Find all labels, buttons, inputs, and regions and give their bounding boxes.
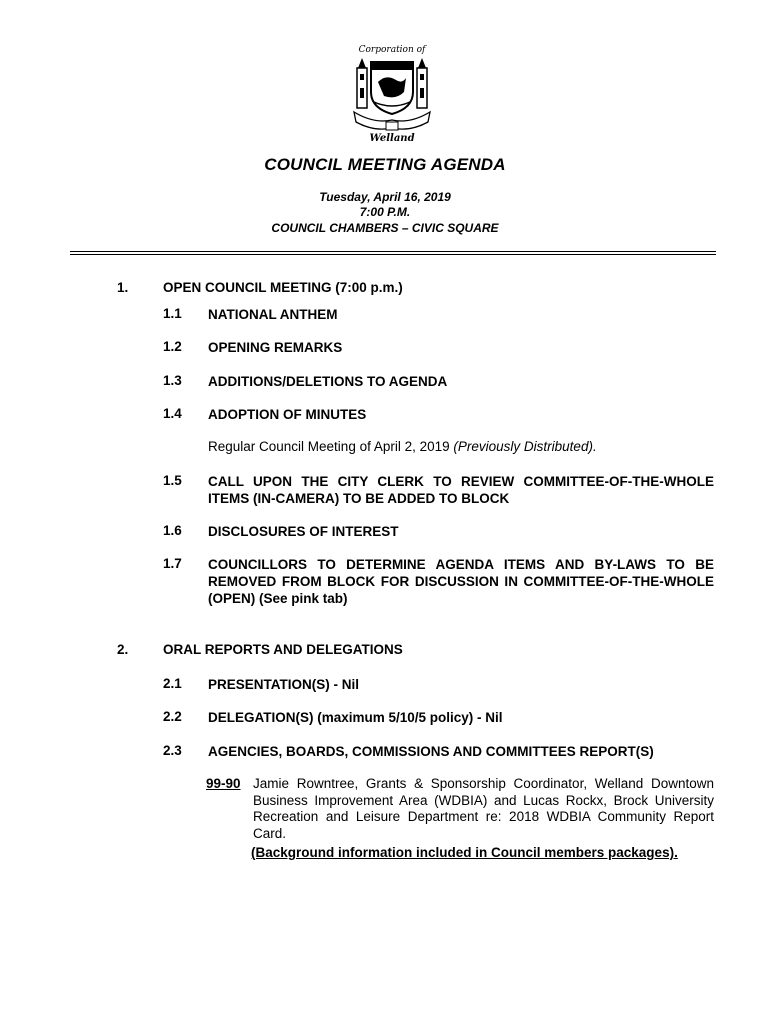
item-title: DELEGATION(S) (maximum 5/10/5 policy) - Nil [208, 710, 503, 725]
item-title: NATIONAL ANTHEM [208, 307, 338, 322]
item-number: 1.7 [163, 556, 182, 571]
item-number: 2.3 [163, 743, 182, 758]
meeting-date: Tuesday, April 16, 2019 [319, 190, 451, 204]
section-number: 2. [117, 642, 129, 657]
item-number: 1.4 [163, 406, 182, 421]
minutes-note-text: Regular Council Meeting of April 2, 2019 [208, 439, 454, 454]
coat-of-arms-icon [344, 40, 440, 144]
section-number: 1. [117, 280, 129, 295]
minutes-note-italic: (Previously Distributed). [453, 439, 597, 454]
item-number: 1.1 [163, 306, 182, 321]
agenda-title: COUNCIL MEETING AGENDA [264, 155, 506, 174]
item-title: CALL UPON THE CITY CLERK TO REVIEW COMMITTEE-OF-THE-WHOLE ITEMS (IN-CAMERA) TO BE ADDED TO BLOCK [208, 474, 714, 506]
item-title: ADOPTION OF MINUTES [208, 407, 367, 422]
minutes-note [208, 439, 597, 454]
item-number: 2.2 [163, 709, 182, 724]
item-title: PRESENTATION(S) - Nil [208, 677, 359, 692]
section-title: ORAL REPORTS AND DELEGATIONS [163, 642, 403, 657]
item-number: 1.2 [163, 339, 182, 354]
header-divider [70, 254, 716, 255]
section-title: OPEN COUNCIL MEETING (7:00 p.m.) [163, 280, 403, 295]
seal-top-text: Corporation of [358, 45, 426, 55]
report-reference-number: 99-90 [206, 776, 241, 791]
item-number: 1.6 [163, 523, 182, 538]
item-title: AGENCIES, BOARDS, COMMISSIONS AND COMMITTEES REPORT(S) [208, 744, 654, 759]
meeting-location: COUNCIL CHAMBERS – CIVIC SQUARE [271, 221, 499, 235]
item-title: COUNCILLORS TO DETERMINE AGENDA ITEMS AND BY-LAWS TO BE REMOVED FROM BLOCK FOR DISCUSSION IN COMMITTEE-OF-THE-WHOLE (OPEN) (See pink tab) [208, 557, 714, 606]
item-title: DISCLOSURES OF INTEREST [208, 524, 399, 539]
item-number: 1.3 [163, 373, 182, 388]
header-divider [70, 251, 716, 252]
report-reference-text: Jamie Rowntree, Grants & Sponsorship Coordinator, Welland Downtown Business Improvement Area (WDBIA) and Lucas Rockx, Brock University Recreation and Leisure Department re: 2018 WDBIA Community Report Card. [253, 776, 714, 841]
city-seal [344, 40, 440, 144]
seal-bottom-text: Welland [369, 133, 415, 144]
item-number: 1.5 [163, 473, 182, 488]
meeting-time: 7:00 P.M. [359, 205, 411, 219]
background-info-note: (Background information included in Council members packages). [251, 845, 678, 860]
item-number: 2.1 [163, 676, 182, 691]
item-title: OPENING REMARKS [208, 340, 343, 355]
item-title: ADDITIONS/DELETIONS TO AGENDA [208, 374, 448, 389]
